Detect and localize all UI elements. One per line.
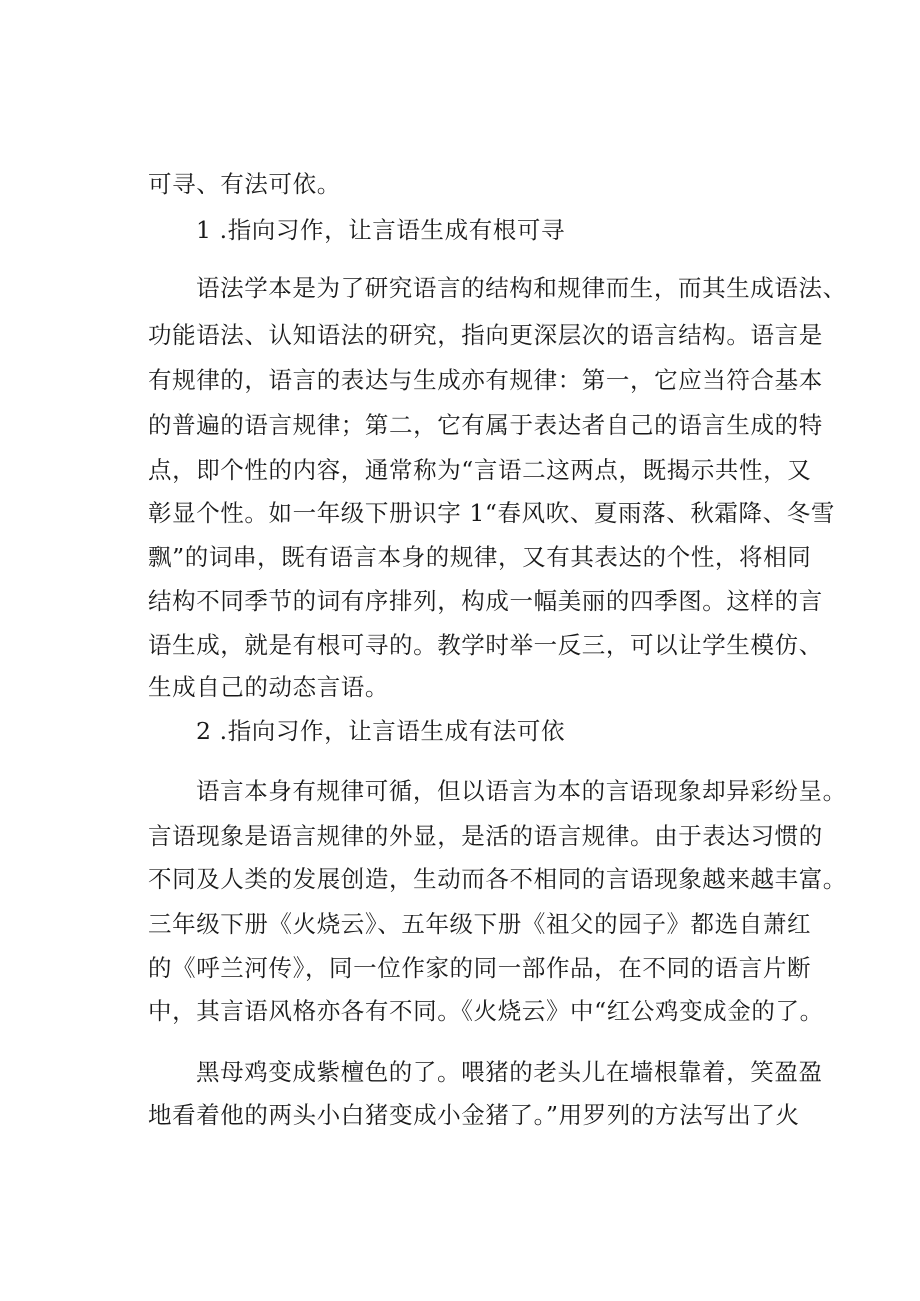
text-line: 三年级下册《火烧云》、五年级下册《祖父的园子》都选自萧红 xyxy=(148,910,812,938)
text-line: 彰显个性。如一年级下册识字 1“春风吹、夏雨落、秋霜降、冬雪 xyxy=(148,499,835,527)
text-line: 有规律的，语言的表达与生成亦有规律：第一，它应当符合基本 xyxy=(148,366,823,394)
text-line: 的《呼兰河传》，同一位作家的同一部作品，在不同的语言片断 xyxy=(148,954,812,982)
text-line: 不同及人类的发展创造，生动而各不相同的言语现象越来越丰富。 xyxy=(148,865,847,893)
text-line: 黑母鸡变成紫檀色的了。喂猪的老头儿在墙根靠着，笑盈盈 xyxy=(196,1058,823,1086)
text-line: 地看着他的两头小白猪变成小金猪了。”用罗列的方法写出了火 xyxy=(148,1101,800,1129)
section-heading: 2 .指向习作，让言语生成有法可依 xyxy=(196,717,566,745)
text-line: 结构不同季节的词有序排列，构成一幅美丽的四季图。这样的言 xyxy=(148,587,823,615)
text-line: 功能语法、认知语法的研究，指向更深层次的语言结构。语言是 xyxy=(148,321,823,349)
section-heading: 1 .指向习作，让言语生成有根可寻 xyxy=(196,216,566,244)
text-line: 语法学本是为了研究语言的结构和规律而生，而其生成语法、 xyxy=(196,274,847,302)
text-line: 语言本身有规律可循，但以语言为本的言语现象却异彩纷呈。 xyxy=(196,777,847,805)
text-line: 生成自己的动态言语。 xyxy=(148,673,389,701)
text-line: 点，即个性的内容，通常称为“言语二这两点，既揭示共性，又 xyxy=(148,456,812,484)
text-line: 飘”的词串，既有语言本身的规律，又有其表达的个性，将相同 xyxy=(148,543,812,571)
text-line: 的普遍的语言规律；第二，它有属于表达者自己的语言生成的特 xyxy=(148,411,823,439)
text-line: 中，其言语风格亦各有不同。《火烧云》中“红公鸡变成金的了。 xyxy=(148,997,824,1025)
text-line: 语生成，就是有根可寻的。教学时举一反三，可以让学生模仿、 xyxy=(148,631,823,659)
text-line: 可寻、有法可依。 xyxy=(148,170,341,198)
text-line: 言语现象是语言规律的外显，是活的语言规律。由于表达习惯的 xyxy=(148,822,823,850)
